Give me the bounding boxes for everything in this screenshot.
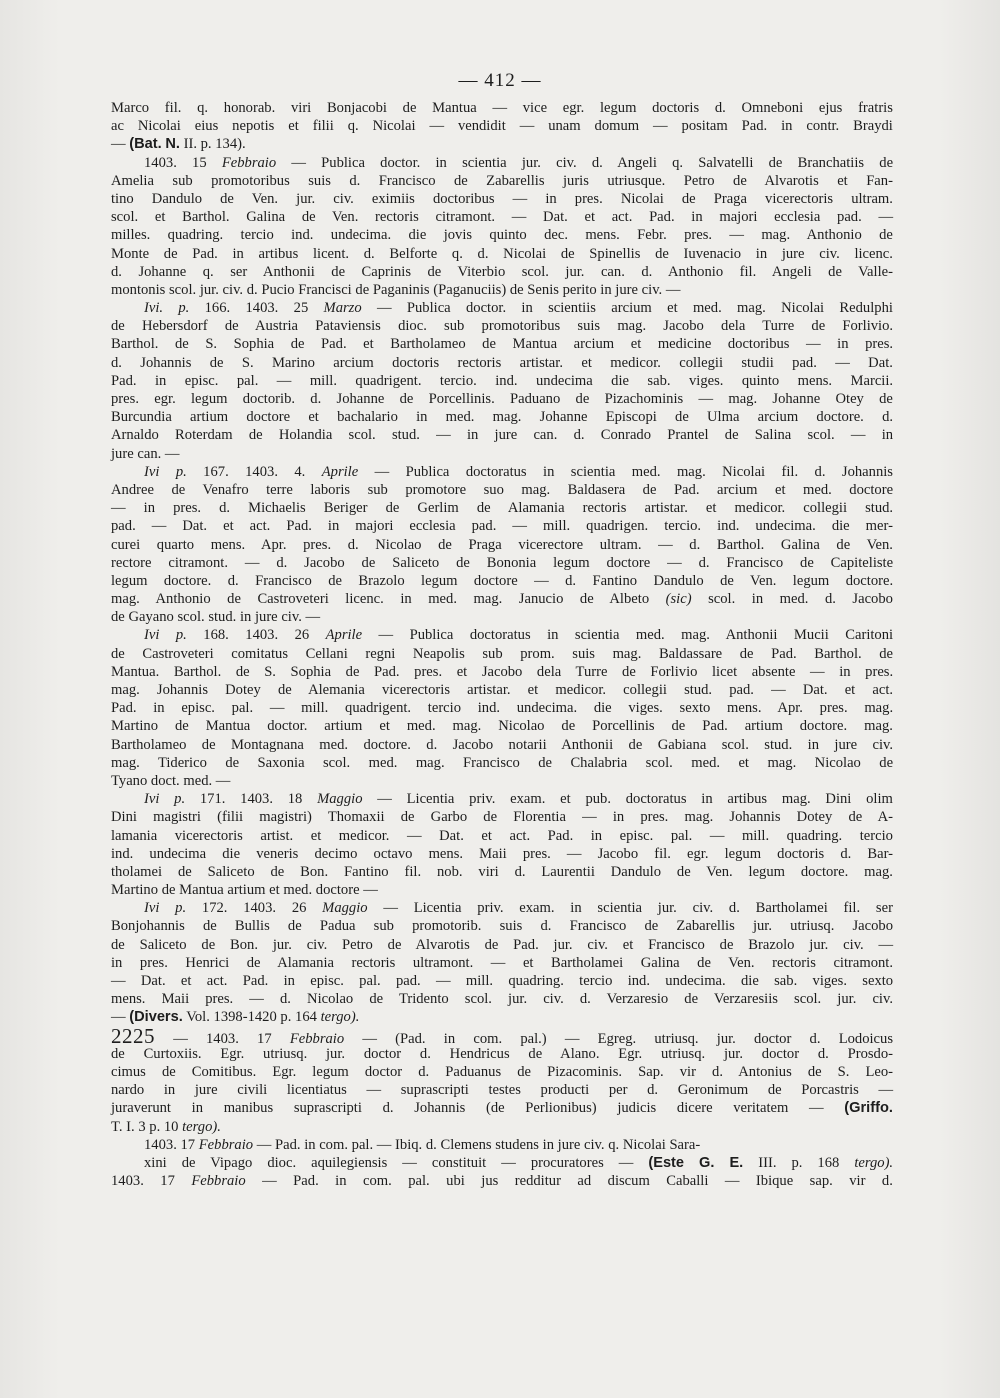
text-line: scol. et Barthol. Galina de Ven. rectoris citramont. — Dat. et act. Pad. in majori ecclesia pad. — bbox=[111, 209, 894, 226]
document-number: 2225 bbox=[111, 1023, 155, 1048]
text-line: Ivi p. 171. 1403. 18 Maggio — Licentia priv. exam. et pub. doctoratus in artibus mag. Dini olim bbox=[144, 791, 893, 808]
text-line: Burcundia artium doctore et bachalario in med. mag. Johanne Episcopi de Ulma arcium doctore. d. bbox=[111, 409, 894, 426]
text-line: Andree de Venafro terre laboris sub promotore suo mag. Baldasera de Pad. arcium et med. doctore bbox=[111, 481, 894, 498]
text-line: in pres. Henrici de Alamania rectoris ultramont. — et Bartholamei Galina de Ven. rectoris citramont. bbox=[111, 954, 894, 971]
text-line: Monte de Pad. in artibus licent. d. Belforte q. d. Nicolai de Spinellis de Iuvenacio in jure civ. licenc. bbox=[111, 245, 893, 262]
text-line: jure can. — bbox=[111, 445, 180, 462]
text-line: montonis scol. jur. civ. d. Pucio Francisci de Paganinis (Paganuciis) de Senis perito in jure civ. — bbox=[111, 281, 681, 298]
text-line: de Hebersdorf de Austria Pataviensis dioc. sub promotoribus suis mag. Jacobo dela Turre de Forlivio. bbox=[111, 318, 894, 335]
text-line: Ivi p. 168. 1403. 26 Aprile — Publica doctoratus in scientia med. mag. Anthonii Mucii Caritoni bbox=[144, 627, 894, 644]
text-line: — Dat. et act. Pad. in episc. pal. pad. — mill. quadring. tercio ind. undecima. die sab. viges. sexto bbox=[111, 973, 894, 989]
text-line: — in pres. d. Michaelis Beriger de Gerlim de Alamania rectoris artistar. et medicor. collegii stud. bbox=[111, 500, 894, 517]
text-line: nardo in jure civili licentiatus — suprascripti testes producti per d. Geronimum de Porcastris — bbox=[111, 1082, 894, 1099]
text-line: 1403. 17 Febbraio — Pad. in com. pal. ubi jus redditur ad discum Caballi — Ibique sap. vir d. bbox=[111, 1173, 893, 1190]
text-line: Dini magistri (filii magistri) Thomaxii de Garbo de Florentia — in pres. mag. Johannis Dotey de A- bbox=[111, 809, 894, 826]
text-line: milles. quadring. tercio ind. undecima. die jovis quinto dec. mens. Febr. pres. — mag. Anthonio de bbox=[111, 227, 893, 244]
text-line: mag. Johannis Dotey de Alemania vicerectoris artistar. et medicor. collegii stud. pad. — Dat. et act. bbox=[111, 682, 894, 698]
text-line: ac Nicolai eius nepotis et filii q. Nicolai — vendidit — unam domum — positam Pad. in contr. Braydi bbox=[111, 118, 893, 135]
text-line: de Saliceto de Bon. jur. civ. Petro de Alvarotis de Pad. jur. civ. et Francisco de Brazolo jur. civ. — bbox=[111, 936, 894, 953]
text-line: d. Johannis de S. Marino arcium doctoris rectoris artistar. et medicor. collegii studii pad. — Dat. bbox=[111, 354, 893, 371]
text-line: de Castroveteri comitatus Cellani regni Neapolis sub prom. suis mag. Baldassare de Pad. Barthol. de bbox=[111, 645, 894, 662]
text-line: Pad. in episc. pal. — mill. quadrigent. tercio ind. undecima. die viges. sexto mens. Apr. pres. mag. bbox=[111, 700, 894, 717]
text-line: Bartholameo de Montagnana med. doctore. d. Jacobo notarii Anthonii de Gabiana scol. stud. in jure civ. bbox=[111, 736, 894, 753]
text-line: lamania vicerectoris artist. et medicor. — Dat. et act. Pad. in episc. pal. — mill. quadring. tercio bbox=[111, 827, 893, 844]
text-line: Marco fil. q. honorab. viri Bonjacobi de Mantua — vice egr. legum doctoris d. Omneboni ejus fratris bbox=[111, 100, 893, 116]
text-line: Mantua. Barthol. de S. Sophia de Pad. pres. et Jacobo dela Turre de Forlivio licet absente — in pres. bbox=[111, 663, 894, 680]
text-line: tino Dandulo de Ven. jur. civ. eximiis doctoribus — in pres. Nicolai de Praga vicerectoris ultram. bbox=[111, 190, 893, 207]
text-line: Amelia sub promotoribus suis d. Francisco de Zabarellis juris utriusque. Petro de Alvarotis et Fan- bbox=[111, 172, 893, 189]
text-line: mag. Tiderico de Saxonia scol. med. mag. Francisco de Chalabria scol. med. et mag. Nicolao de bbox=[111, 754, 894, 771]
text-line: mag. Anthonio de Castroveteri licenc. in med. mag. Janucio de Albeto (sic) scol. in med. d. Jacobo bbox=[111, 591, 893, 608]
text-line: d. Johanne q. ser Anthonii de Caprinis de Viterbio scol. jur. can. d. Anthonio fil. Angeli de Valle- bbox=[111, 263, 893, 280]
text-line: cimus de Comitibus. Egr. legum doctor d. Paduanus de Pizacominis. Sap. vir d. Antonius de S. Leo- bbox=[111, 1063, 894, 1080]
text-line: legum doctore. d. Francisco de Brazolo legum doctore — d. Fantino Dandulo de Ven. legum doctore. bbox=[111, 572, 894, 589]
text-line: Barthol. de S. Sophia de Pad. et Bartholameo de Mantua arcium et medicine doctoribus — in pres. bbox=[111, 336, 894, 353]
text-line: 2225 — 1403. 17 Febbraio — (Pad. in com. pal.) — Egreg. utriusq. jur. doctor d. Lodoicus bbox=[111, 1023, 894, 1048]
text-line: Ivi p. 167. 1403. 4. Aprile — Publica doctoratus in scientia med. mag. Nicolai fil. d. Johannis bbox=[144, 463, 893, 480]
text-line: 1403. 15 Febbraio — Publica doctor. in scientia jur. civ. d. Angeli q. Salvatelli de Branchatiis de bbox=[144, 154, 894, 171]
text-line: curei quarto mens. Apr. pres. d. Nicolao de Praga vicerectore ultram. — d. Barthol. Galina de Ven. bbox=[111, 536, 893, 553]
text-line: Ivi p. 172. 1403. 26 Maggio — Licentia priv. exam. in scientia jur. civ. d. Bartholamei fil. ser bbox=[144, 900, 893, 917]
text-line: pres. egr. legum doctorib. d. Johanne de Porcellinis. Paduano de Pizachominis — mag. Johanne Otey de bbox=[111, 391, 893, 407]
text-line: ind. undecima die veneris decimo octavo mens. Maii pres. — Jacobo fil. egr. legum doctoris d. Bar- bbox=[111, 845, 894, 862]
text-line: juraverunt in manibus suprascripti d. Johannis (de Perlionibus) judicis dicere veritatem — (Griffo. bbox=[111, 1100, 893, 1117]
text-line: rectore citramont. — d. Jacobo de Saliceto de Bononia legum doctore — d. Francisco de Capiteliste bbox=[111, 554, 894, 571]
text-line: mens. Maii pres. — d. Nicolao de Tridento scol. jur. civ. d. Verzaresio de Verzaresiis scol. jur. civ. bbox=[111, 991, 893, 1008]
text-line: de Gayano scol. stud. in jure civ. — bbox=[111, 609, 321, 626]
text-line: — (Bat. N. II. p. 134). bbox=[111, 136, 246, 153]
text-line: Pad. in episc. pal. — mill. quadrigent. tercio. ind. undecima die sab. viges. quinto mens. Marcii. bbox=[111, 372, 894, 389]
text-line: T. I. 3 p. 10 tergo). bbox=[111, 1118, 221, 1135]
text-line: de Curtoxiis. Egr. utriusq. jur. doctor d. Hendricus de Alano. Egr. utriusq. jur. doctor d. Prosdo- bbox=[111, 1045, 894, 1062]
text-line: 1403. 17 Febbraio — Pad. in com. pal. — Ibiq. d. Clemens studens in jure civ. q. Nicolai Sara- bbox=[144, 1136, 701, 1153]
text-line: Arnaldo Roterdam de Holandia scol. stud. — in jure can. d. Conrado Prantel de Salina scol. — in bbox=[111, 427, 894, 444]
text-line: pad. — Dat. et act. Pad. in majori ecclesia pad. — mill. quadrigen. tercio. ind. undecima. die mer- bbox=[111, 518, 893, 535]
text-line: Tyano doct. med. — bbox=[111, 772, 231, 789]
text-line: Martino de Mantua doctor. artium et med. mag. Nicolao de Porcellinis de Pad. artium doctore. mag. bbox=[111, 718, 893, 735]
page-number: — 412 — bbox=[458, 70, 542, 91]
text-line: xini de Vipago dioc. aquilegiensis — constituit — procuratores — (Este G. E. III. p. 168 tergo). bbox=[144, 1154, 894, 1171]
text-line: tholamei de Saliceto de Bon. Fantino fil. nob. viri d. Laurentii Dandulo de Ven. legum doctore. mag. bbox=[111, 863, 893, 880]
text-line: — (Divers. Vol. 1398-1420 p. 164 tergo). bbox=[111, 1009, 360, 1026]
document-body bbox=[111, 99, 893, 1190]
text-line: Ivi. p. 166. 1403. 25 Marzo — Publica doctor. in scientiis arcium et med. mag. Nicolai Redulphi bbox=[144, 300, 893, 317]
text-line: Martino de Mantua artium et med. doctore — bbox=[111, 882, 378, 899]
text-line: Bonjohannis de Bullis de Padua sub promotorib. suis d. Francisco de Zabarellis jur. utriusq. Jacobo bbox=[111, 918, 894, 935]
